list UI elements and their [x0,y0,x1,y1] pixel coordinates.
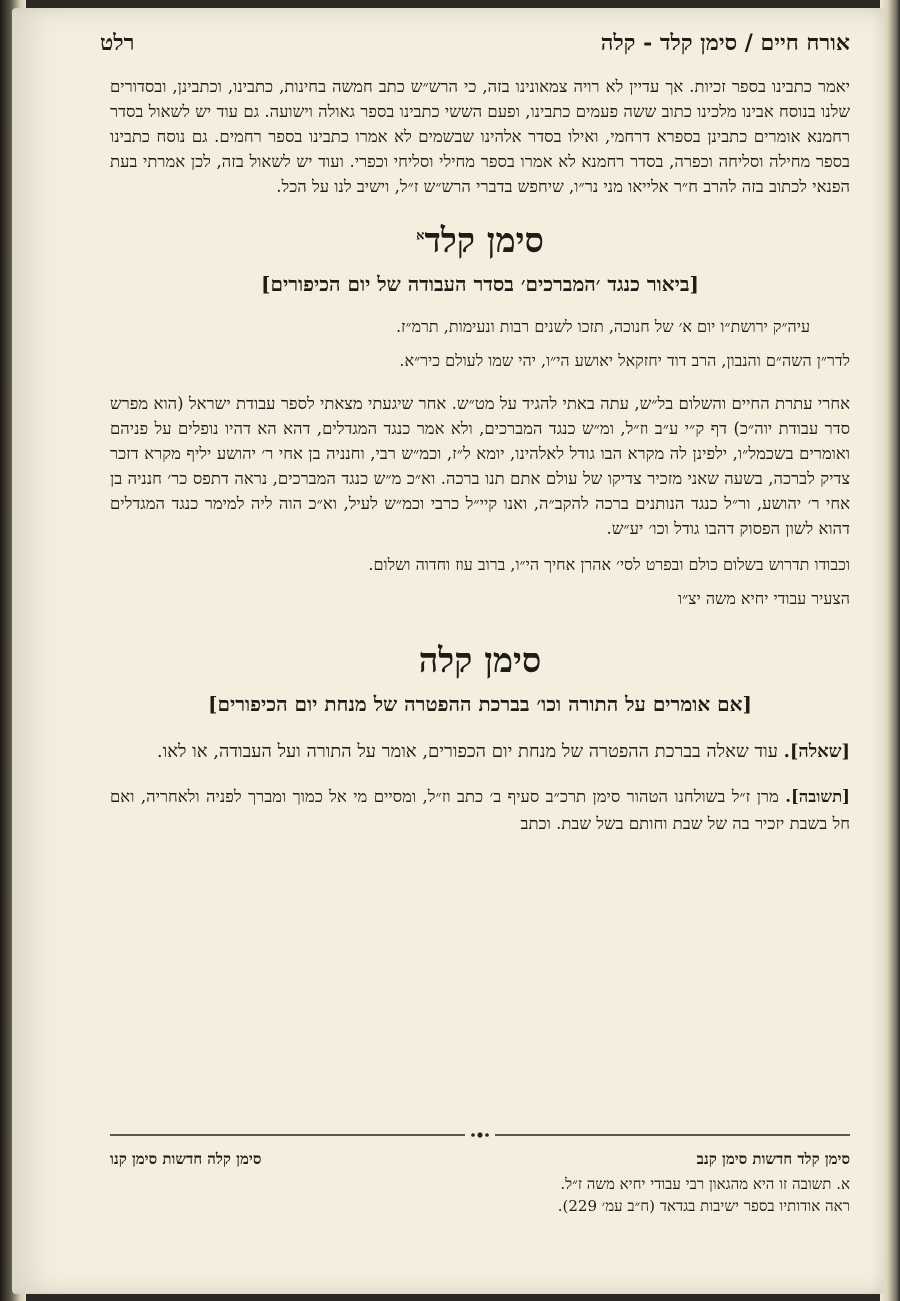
page-number: רלט [100,30,135,56]
letter-body: אחרי עתרת החיים והשלום בל״ש, עתה באתי להגיד על מט״ש. אחר שיגעתי מצאתי לספר עבודת ישראל (הוא מפרש סדר עבודת יוה״כ) דף ק״י ע״ב וז״ל, ומ״ש כנגד המברכים, ולא אמר כנגד המגדלים, דהא הא דהיו נופלים על פניהם ואומרים בשכמל״ו, ילפינן לה מקרא הבו גודל לאלהינו, יומא ל״ז, וכמ״ש רבי, וחנניה בן אחי ר׳ יהושע יליף מקרא דזכר צדיק לברכה, בשעה שאני מזכיר צדיקו של עולם אתם תנו ברכה. וא״כ מ״ש כנגד המברכים, נראה דתפס כר׳ חנניה בן אחי ר׳ יהושע, ור״ל כנגד הנותנים ברכה להקב״ה, ואנו קיי״ל כרבי וכמ״ש לעיל, וא״כ הוה ליה למימר כנגד המגדלים דהוא לשון הפסוק דהבו גודל וכו׳ יע״ש. [110,394,850,538]
siman-134-title [110,221,850,261]
footnote-a: א. תשובה זו היא מהגאון רבי עבודי יחיא משה ז״ל. [560,1175,850,1193]
footnote-header-left: סימן קלה חדשות סימן קנו [110,1150,262,1168]
footnote-headers [110,1150,850,1169]
siman-134-subtitle: [ביאור כנגד ׳המברכים׳ בסדר העבודה של יום הכיפורים] [261,272,699,296]
footnote-marker: א [416,228,425,244]
intro-paragraph: יאמר כתבינו בספר זכיות. אך עדיין לא רויה צמאונינו בזה, כי הרש״ש כתב חמשה בחינות, כתבינו, וכתבינן, ובסדורים שלנו בנוסח אבינו מלכינו כתוב ששה פעמים כתבינו, ופעם הששי כתבינו בספר גאולה וישועה. גם עוד יש לשאול בסדר רחמנא אומרים כתבינן בספרא דרחמי, ואילו בסדר אלהינו שבשמים לא אמרו כתבינו בספר רחמים. גם נוסח כתבינו בספר מחילה וסליחה וכפרה, בסדר רחמנא לא אמרו בספר מחילי וסליחי וכפרי. ועוד יש לשאול בזה, לכן אמרתי בעת הפנאי לכתוב בזה להרב ח״ר אלייאו מני נר״ו, שיחפש בדברי הרש״ש ז״ל, וישיב לנו על הכל. [110,77,850,196]
letter-signature: הצעיר עבודי יחיא משה יצ״ו [677,589,850,608]
question-paragraph [110,737,850,767]
footnote-a-continuation: ראה אודותיו בספר ישיבות בגדאד (ח״ב עמ׳ 229). [557,1197,850,1215]
letter-addressee: לדר״ן השה״ם והנבון, הרב דוד יחזקאל יאושע הי״ו, יהי שמו לעולם כיר״א. [399,351,850,370]
footnotes [110,1150,850,1217]
siman-135-subtitle: [אם אומרים על התורה וכו׳ בברכת ההפטרה של מנחת יום הכיפורים] [208,692,752,716]
question-label: [שאלה]. [783,741,850,762]
answer-label: [תשובה]. [785,787,850,806]
question-text: עוד שאלה בברכת ההפטרה של מנחת יום הכפורים, אומר על התורה ועל העבודה, או לאו. [156,741,778,762]
answer-text: מרן ז״ל בשולחנו הטהור סימן תרכ״ב סעיף ב׳ כתב וז״ל, ומסיים מי אל כמוך ומברך לפניה ולאחריה, ואם חל בשבת יזכיר בה של שבת וחותם בשל שבת. וכתב [110,787,850,833]
page-content [100,30,850,837]
answer-paragraph [110,783,850,837]
running-title: אורח חיים / סימן קלד - קלה [600,30,850,56]
siman-134-title-text: סימן קלד [424,221,544,261]
running-header [100,30,850,56]
footnote-header-right: סימן קלד חדשות סימן קנב [696,1150,850,1168]
letter-dateline: עיה״ק ירושת״ו יום א׳ של חנוכה, תזכו לשנים רבות ונעימות, תרמ״ז. [395,317,810,336]
siman-135-title: סימן קלה [418,641,542,681]
letter-closing: וכבודו תדרוש בשלום כולם ובפרט לסי׳ אהרן אחיך הי״ו, ברוב עוז וחדוה ושלום. [368,555,850,574]
footnote-divider [110,1130,850,1140]
